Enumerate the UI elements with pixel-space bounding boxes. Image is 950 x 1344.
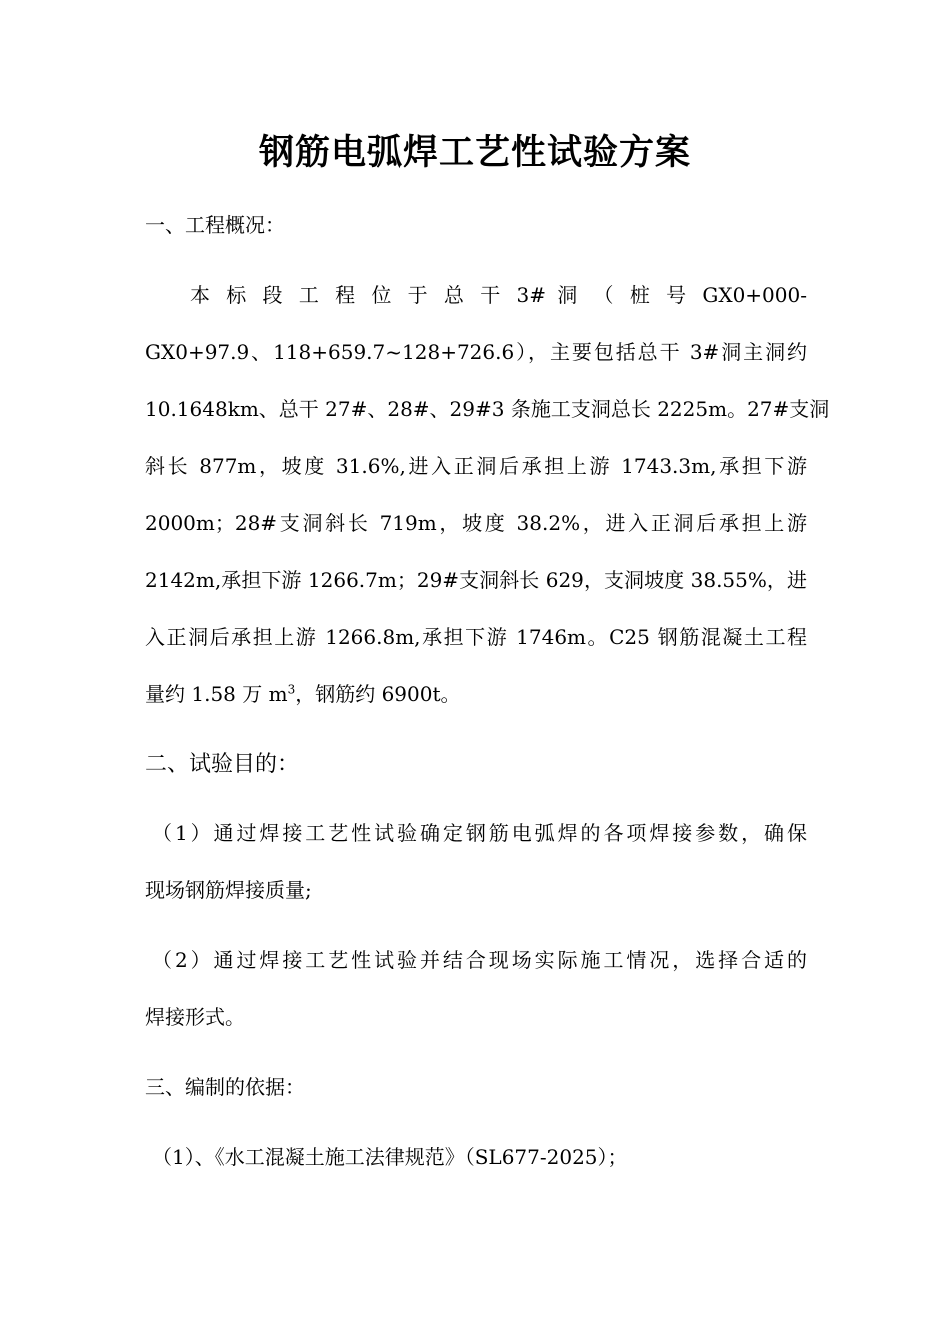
overview-line-8-prefix: 量约 1.58 万 m <box>145 682 288 706</box>
overview-line-1: 本 标 段 工 程 位 于 总 干 3# 洞 （ 桩 号 GX0+000- <box>190 283 807 307</box>
section-heading-overview: 一、工程概况： <box>145 213 285 237</box>
purpose-item-1-line-1: （1）通过焊接工艺性试验确定钢筋电弧焊的各项焊接参数，确保 <box>152 821 807 845</box>
overview-line-7: 入正洞后承担上游 1266.8m,承担下游 1746m。C25 钢筋混凝土工程 <box>145 625 807 649</box>
purpose-item-1-line-2: 现场钢筋焊接质量; <box>145 878 312 902</box>
overview-line-3: 10.1648km、总干 27#、28#、29#3 条施工支洞总长 2225m。27#支洞 <box>145 397 830 421</box>
section-heading-basis: 三、编制的依据： <box>145 1075 305 1099</box>
section-heading-purpose: 二、试验目的： <box>145 752 300 777</box>
overview-line-8-suffix: ，钢筋约 6900t。 <box>295 682 461 706</box>
overview-line-8 <box>145 679 807 709</box>
basis-item-1: （1）、《水工混凝土施工法律规范》（SL677-2025）； <box>152 1145 628 1169</box>
superscript-cubic: 3 <box>287 682 296 697</box>
overview-line-6: 2142m,承担下游 1266.7m；29#支洞斜长 629，支洞坡度 38.55%，进 <box>145 568 807 592</box>
purpose-item-2-line-1: （2）通过焊接工艺性试验并结合现场实际施工情况，选择合适的 <box>152 948 807 972</box>
overview-line-2: GX0+97.9、118+659.7~128+726.6），主要包括总干 3#洞主洞约 <box>145 340 807 364</box>
purpose-item-2-line-2: 焊接形式。 <box>145 1005 245 1029</box>
document-title: 钢筋电弧焊工艺性试验方案 <box>258 132 691 173</box>
overview-line-4: 斜长 877m，坡度 31.6%,进入正洞后承担上游 1743.3m,承担下游 <box>145 454 807 478</box>
overview-line-5: 2000m；28#支洞斜长 719m，坡度 38.2%，进入正洞后承担上游 <box>145 511 807 535</box>
